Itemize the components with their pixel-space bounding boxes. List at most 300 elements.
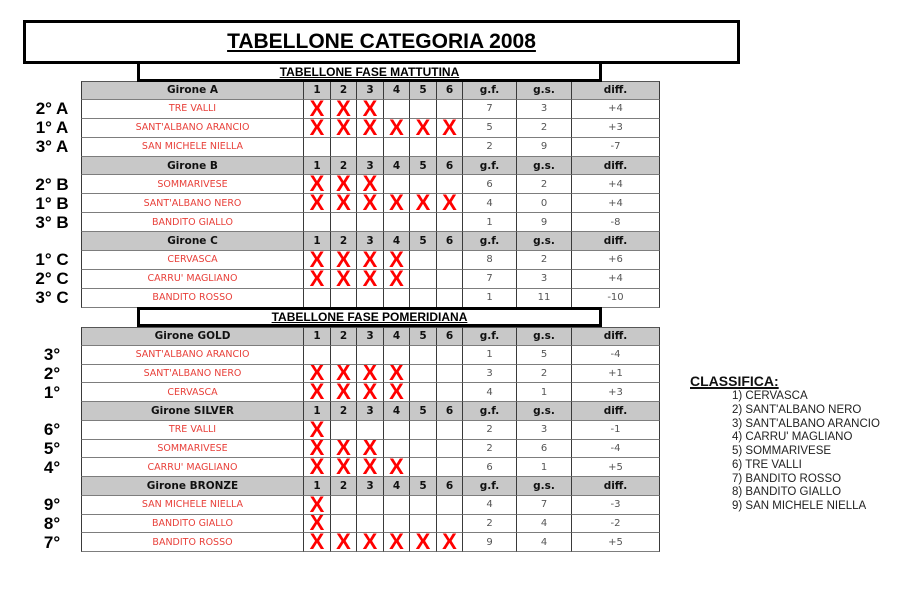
match-mark	[304, 138, 331, 157]
ranking-list	[732, 390, 880, 514]
goals-for: 5	[463, 119, 517, 138]
goals-against: 7	[517, 496, 572, 515]
team-name: BANDITO ROSSO	[81, 289, 304, 308]
match-mark	[410, 515, 437, 534]
goal-difference: -4	[572, 440, 660, 459]
column-header: 3	[357, 477, 384, 496]
group-name: Girone SILVER	[81, 402, 304, 421]
goal-difference: -3	[572, 496, 660, 515]
column-header: g.f.	[463, 402, 517, 421]
match-mark	[304, 213, 331, 232]
match-mark: X	[331, 119, 357, 138]
goal-difference: +4	[572, 270, 660, 289]
team-name: BANDITO ROSSO	[81, 533, 304, 552]
column-header: g.s.	[517, 327, 572, 346]
match-mark: X	[384, 458, 410, 477]
goal-difference: -2	[572, 515, 660, 534]
team-row	[27, 100, 660, 119]
column-header: 1	[304, 157, 331, 176]
match-mark: X	[331, 251, 357, 270]
goals-for: 1	[463, 346, 517, 365]
column-header: 1	[304, 81, 331, 100]
position-label: 2°	[43, 363, 61, 383]
match-mark: X	[304, 251, 331, 270]
phase-title-box-afternoon	[137, 307, 602, 327]
match-mark: X	[437, 194, 463, 213]
team-row	[27, 346, 660, 365]
column-header: 5	[410, 157, 437, 176]
position-label: 1°	[43, 382, 61, 402]
goals-against: 3	[517, 421, 572, 440]
position-label: 3°	[43, 345, 61, 365]
goal-difference: -7	[572, 138, 660, 157]
column-header: 2	[331, 477, 357, 496]
match-mark	[331, 213, 357, 232]
goals-for: 9	[463, 533, 517, 552]
goals-against: 5	[517, 346, 572, 365]
goals-for: 1	[463, 213, 517, 232]
ranking-title: CLASSIFICA:	[690, 373, 779, 389]
match-mark	[410, 213, 437, 232]
column-header: 6	[437, 402, 463, 421]
match-mark	[384, 175, 410, 194]
goals-against: 2	[517, 119, 572, 138]
match-mark	[304, 346, 331, 365]
group-name: Girone BRONZE	[81, 477, 304, 496]
position-spacer	[27, 81, 81, 100]
match-mark	[410, 496, 437, 515]
column-header: 3	[357, 232, 384, 251]
match-mark: X	[384, 194, 410, 213]
group-name: Girone C	[81, 232, 304, 251]
goal-difference: -8	[572, 213, 660, 232]
column-header: 4	[384, 81, 410, 100]
goals-against: 2	[517, 365, 572, 384]
match-mark	[357, 213, 384, 232]
goals-against: 0	[517, 194, 572, 213]
goals-for: 2	[463, 421, 517, 440]
column-header: 1	[304, 232, 331, 251]
match-mark	[410, 289, 437, 308]
team-name: TRE VALLI	[81, 100, 304, 119]
match-mark	[437, 421, 463, 440]
match-mark: X	[331, 458, 357, 477]
position-spacer	[27, 477, 81, 496]
match-mark: X	[410, 533, 437, 552]
column-header: diff.	[572, 477, 660, 496]
team-row	[27, 175, 660, 194]
position-label: 1° A	[35, 118, 69, 138]
match-mark	[384, 496, 410, 515]
column-header: g.f.	[463, 157, 517, 176]
goals-for: 2	[463, 515, 517, 534]
team-row	[27, 496, 660, 515]
goal-difference: -1	[572, 421, 660, 440]
position-label: 3° A	[35, 137, 69, 157]
position-spacer	[27, 157, 81, 176]
team-row	[27, 533, 660, 552]
match-mark: X	[437, 533, 463, 552]
column-header: diff.	[572, 402, 660, 421]
team-name: TRE VALLI	[81, 421, 304, 440]
match-mark	[410, 175, 437, 194]
goals-against: 2	[517, 251, 572, 270]
column-header: 4	[384, 477, 410, 496]
team-row	[27, 194, 660, 213]
match-mark	[384, 346, 410, 365]
match-mark	[437, 289, 463, 308]
ranking-item: 1) CERVASCA	[732, 390, 808, 402]
goals-against: 3	[517, 100, 572, 119]
position-label: 7°	[43, 532, 61, 552]
column-header: 1	[304, 402, 331, 421]
position-label: 4°	[43, 457, 61, 477]
team-name: CARRU' MAGLIANO	[81, 458, 304, 477]
goals-against: 11	[517, 289, 572, 308]
goals-for: 7	[463, 270, 517, 289]
team-name: BANDITO GIALLO	[81, 515, 304, 534]
match-mark	[410, 458, 437, 477]
team-name: CERVASCA	[81, 383, 304, 402]
match-mark	[437, 251, 463, 270]
column-header: 4	[384, 327, 410, 346]
group-header-row	[27, 81, 660, 100]
column-header: 1	[304, 327, 331, 346]
team-name: CARRU' MAGLIANO	[81, 270, 304, 289]
group-name: Girone A	[81, 81, 304, 100]
team-name: CERVASCA	[81, 251, 304, 270]
team-row	[27, 515, 660, 534]
ranking-item: 7) BANDITO ROSSO	[732, 472, 842, 485]
goals-against: 6	[517, 440, 572, 459]
column-header: g.f.	[463, 81, 517, 100]
match-mark	[410, 421, 437, 440]
team-row	[27, 213, 660, 232]
match-mark: X	[331, 365, 357, 384]
main-title: TABELLONE CATEGORIA 2008	[227, 30, 536, 53]
team-row	[27, 289, 660, 308]
match-mark: X	[304, 440, 331, 459]
goals-against: 4	[517, 533, 572, 552]
position-spacer	[27, 232, 81, 251]
goals-against: 1	[517, 458, 572, 477]
match-mark: X	[304, 194, 331, 213]
match-mark: X	[331, 383, 357, 402]
position-label: 1° B	[35, 193, 69, 213]
match-mark	[331, 515, 357, 534]
team-row	[27, 251, 660, 270]
match-mark	[410, 383, 437, 402]
group-header-row	[27, 327, 660, 346]
phase-title-box-morning	[137, 64, 602, 82]
column-header: 1	[304, 477, 331, 496]
match-mark: X	[304, 458, 331, 477]
column-header: 3	[357, 157, 384, 176]
column-header: 6	[437, 327, 463, 346]
match-mark	[437, 440, 463, 459]
goals-for: 2	[463, 138, 517, 157]
goals-against: 2	[517, 175, 572, 194]
goal-difference: +5	[572, 458, 660, 477]
goals-for: 1	[463, 289, 517, 308]
match-mark	[304, 289, 331, 308]
match-mark: X	[304, 383, 331, 402]
team-name: SANT'ALBANO ARANCIO	[81, 346, 304, 365]
column-header: diff.	[572, 157, 660, 176]
match-mark: X	[357, 175, 384, 194]
goals-for: 8	[463, 251, 517, 270]
match-mark: X	[357, 440, 384, 459]
goals-for: 4	[463, 194, 517, 213]
match-mark: X	[304, 365, 331, 384]
team-row	[27, 119, 660, 138]
match-mark: X	[357, 270, 384, 289]
column-header: g.s.	[517, 157, 572, 176]
match-mark: X	[437, 119, 463, 138]
match-mark: X	[357, 383, 384, 402]
match-mark	[331, 138, 357, 157]
match-mark: X	[331, 533, 357, 552]
team-name: SOMMARIVESE	[81, 175, 304, 194]
goals-against: 9	[517, 138, 572, 157]
match-mark: X	[410, 194, 437, 213]
match-mark: X	[304, 533, 331, 552]
match-mark	[384, 138, 410, 157]
ranking-item: 2) SANT'ALBANO NERO	[732, 403, 862, 416]
column-header: 3	[357, 402, 384, 421]
position-label: 3° B	[35, 212, 69, 232]
goals-for: 6	[463, 175, 517, 194]
match-mark	[410, 100, 437, 119]
match-mark	[357, 346, 384, 365]
match-mark: X	[384, 119, 410, 138]
match-mark	[410, 440, 437, 459]
match-mark: X	[357, 119, 384, 138]
match-mark	[384, 213, 410, 232]
match-mark	[357, 515, 384, 534]
goal-difference: +3	[572, 119, 660, 138]
position-spacer	[27, 327, 81, 346]
column-header: g.s.	[517, 232, 572, 251]
column-header: 5	[410, 232, 437, 251]
match-mark	[437, 383, 463, 402]
match-mark: X	[384, 365, 410, 384]
column-header: 2	[331, 327, 357, 346]
match-mark	[437, 138, 463, 157]
goal-difference: +6	[572, 251, 660, 270]
match-mark	[410, 138, 437, 157]
goal-difference: +4	[572, 175, 660, 194]
match-mark	[437, 458, 463, 477]
match-mark	[437, 100, 463, 119]
match-mark: X	[384, 533, 410, 552]
goals-against: 1	[517, 383, 572, 402]
goal-difference: +3	[572, 383, 660, 402]
column-header: 4	[384, 232, 410, 251]
goals-for: 3	[463, 365, 517, 384]
group-header-row	[27, 232, 660, 251]
position-spacer	[27, 402, 81, 421]
match-mark	[384, 440, 410, 459]
match-mark	[437, 175, 463, 194]
position-label: 6°	[43, 420, 61, 440]
goal-difference: -4	[572, 346, 660, 365]
team-name: SANT'ALBANO ARANCIO	[81, 119, 304, 138]
column-header: diff.	[572, 81, 660, 100]
match-mark	[384, 421, 410, 440]
match-mark	[410, 270, 437, 289]
column-header: 2	[331, 232, 357, 251]
column-header: 2	[331, 157, 357, 176]
ranking-item: 4) CARRU' MAGLIANO	[732, 431, 853, 444]
column-header: 4	[384, 157, 410, 176]
column-header: g.f.	[463, 477, 517, 496]
position-label: 3° C	[35, 288, 69, 308]
column-header: 6	[437, 232, 463, 251]
team-row	[27, 383, 660, 402]
match-mark: X	[304, 421, 331, 440]
position-label: 5°	[43, 438, 61, 458]
column-header: g.s.	[517, 402, 572, 421]
afternoon-phase-table	[27, 327, 660, 552]
goals-against: 4	[517, 515, 572, 534]
match-mark	[437, 496, 463, 515]
match-mark: X	[304, 175, 331, 194]
column-header: 6	[437, 477, 463, 496]
goal-difference: +4	[572, 194, 660, 213]
team-name: SANT'ALBANO NERO	[81, 194, 304, 213]
team-name: SAN MICHELE NIELLA	[81, 138, 304, 157]
ranking-item: 5) SOMMARIVESE	[732, 445, 832, 457]
position-label: 2° C	[35, 269, 69, 289]
team-row	[27, 440, 660, 459]
team-name: SOMMARIVESE	[81, 440, 304, 459]
match-mark: X	[304, 515, 331, 534]
group-header-row	[27, 477, 660, 496]
team-row	[27, 458, 660, 477]
goals-for: 4	[463, 496, 517, 515]
match-mark	[437, 270, 463, 289]
position-label: 2° A	[35, 99, 69, 119]
match-mark	[437, 346, 463, 365]
column-header: 6	[437, 81, 463, 100]
match-mark: X	[384, 251, 410, 270]
match-mark: X	[357, 365, 384, 384]
match-mark	[410, 346, 437, 365]
match-mark: X	[331, 100, 357, 119]
goals-for: 2	[463, 440, 517, 459]
match-mark	[357, 496, 384, 515]
match-mark	[410, 365, 437, 384]
match-mark	[357, 138, 384, 157]
phase-title: TABELLONE FASE POMERIDIANA	[271, 310, 468, 324]
match-mark: X	[357, 100, 384, 119]
column-header: 3	[357, 81, 384, 100]
column-header: 5	[410, 477, 437, 496]
match-mark: X	[331, 194, 357, 213]
position-label: 2° B	[35, 174, 69, 194]
column-header: 5	[410, 327, 437, 346]
ranking-item: 3) SANT'ALBANO ARANCIO	[732, 417, 880, 430]
match-mark: X	[384, 270, 410, 289]
column-header: 2	[331, 81, 357, 100]
column-header: 3	[357, 327, 384, 346]
match-mark	[437, 365, 463, 384]
match-mark: X	[304, 119, 331, 138]
position-label: 9°	[43, 495, 61, 515]
match-mark	[331, 289, 357, 308]
goals-for: 6	[463, 458, 517, 477]
column-header: g.f.	[463, 232, 517, 251]
column-header: g.s.	[517, 81, 572, 100]
phase-title: TABELLONE FASE MATTUTINA	[279, 64, 460, 79]
match-mark	[410, 251, 437, 270]
position-label: 1° C	[35, 250, 69, 270]
match-mark: X	[357, 458, 384, 477]
match-mark	[331, 421, 357, 440]
goals-against: 9	[517, 213, 572, 232]
column-header: 5	[410, 402, 437, 421]
column-header: g.s.	[517, 477, 572, 496]
column-header: 4	[384, 402, 410, 421]
match-mark	[384, 289, 410, 308]
group-header-row	[27, 402, 660, 421]
column-header: 6	[437, 157, 463, 176]
column-header: g.f.	[463, 327, 517, 346]
team-row	[27, 421, 660, 440]
team-row	[27, 270, 660, 289]
match-mark: X	[384, 383, 410, 402]
match-mark: X	[357, 533, 384, 552]
group-name: Girone GOLD	[81, 327, 304, 346]
match-mark	[384, 515, 410, 534]
match-mark: X	[331, 175, 357, 194]
goals-against: 3	[517, 270, 572, 289]
morning-phase-table	[27, 81, 660, 308]
match-mark: X	[410, 119, 437, 138]
team-name: BANDITO GIALLO	[81, 213, 304, 232]
match-mark: X	[331, 440, 357, 459]
team-name: SANT'ALBANO NERO	[81, 365, 304, 384]
final-ranking	[690, 373, 880, 514]
match-mark	[384, 100, 410, 119]
match-mark: X	[304, 496, 331, 515]
goal-difference: -10	[572, 289, 660, 308]
match-mark	[437, 515, 463, 534]
match-mark	[437, 213, 463, 232]
group-header-row	[27, 157, 660, 176]
group-name: Girone B	[81, 157, 304, 176]
column-header: diff.	[572, 327, 660, 346]
team-row	[27, 365, 660, 384]
match-mark	[357, 289, 384, 308]
position-label: 8°	[43, 513, 61, 533]
match-mark: X	[357, 194, 384, 213]
team-name: SAN MICHELE NIELLA	[81, 496, 304, 515]
goals-for: 4	[463, 383, 517, 402]
ranking-item: 8) BANDITO GIALLO	[732, 486, 842, 499]
goal-difference: +1	[572, 365, 660, 384]
column-header: 5	[410, 81, 437, 100]
match-mark: X	[357, 251, 384, 270]
goals-for: 7	[463, 100, 517, 119]
ranking-item: 6) TRE VALLI	[732, 458, 802, 471]
match-mark: X	[304, 270, 331, 289]
match-mark: X	[304, 100, 331, 119]
match-mark	[331, 346, 357, 365]
match-mark	[357, 421, 384, 440]
goal-difference: +4	[572, 100, 660, 119]
